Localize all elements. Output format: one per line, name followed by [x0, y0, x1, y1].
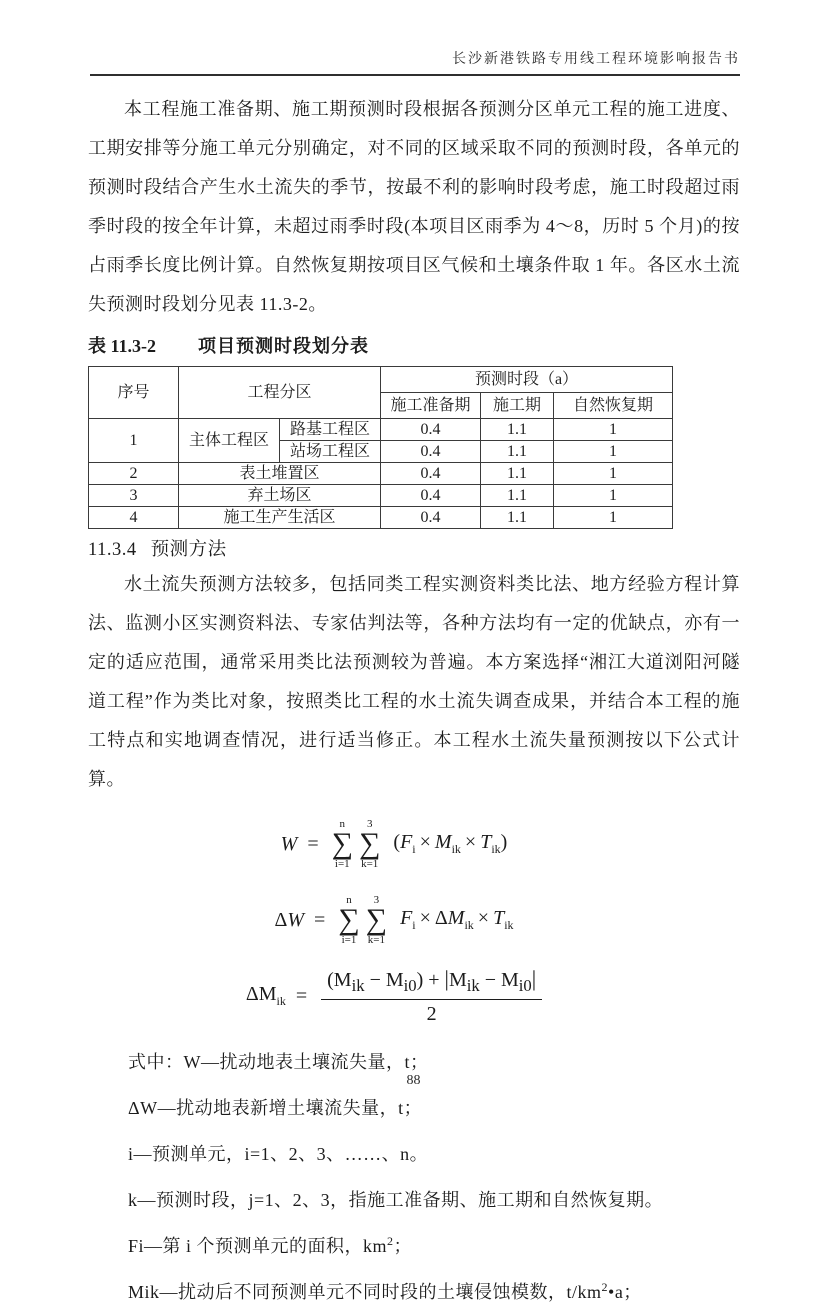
formula-delta-m: [88, 965, 700, 1027]
cell-value: 0.4: [381, 485, 481, 507]
cell-value: 1: [554, 419, 673, 441]
abs-bar: |: [531, 966, 537, 992]
cell-value: 1: [554, 463, 673, 485]
table-row: [89, 463, 673, 485]
sigma-icon: ∑: [365, 903, 388, 936]
formula-expression: $(F_i \times M_{ik} \times T_{ik})$: [393, 831, 508, 856]
page-content: [0, 76, 827, 1313]
sum-over-i: n ∑ i=1: [331, 818, 353, 870]
definition-mik: Mik—扰动后不同预测单元不同时段的土壤侵蚀模数，$t/km^2•a$；: [128, 1280, 642, 1302]
cell-value: 1: [554, 441, 673, 463]
abs-bar: |: [444, 966, 449, 992]
equals-sign: =: [314, 908, 326, 931]
fraction-numerator: $(M_{ik} - M_{i0}) + |M_{ik} - M_{i0}|$: [321, 965, 542, 1000]
paragraph-prediction-method: 水土流失预测方法较多，包括同类工程实测资料类比法、地方经验方程计算法、监测小区实测资料法、专家估判法等，各种方法均有一定的优缺点，亦有一定的适应范围，通常采用类比法预测较为普遍。本方案选择“湘江大道浏阳河隧道工程”作为类比对象，按照类比工程的水土流失调查成果，并结合本工程的施工特点和实地调查情况，进行适当修正。本工程水土流失量预测按以下公式计算。: [88, 574, 740, 789]
formula-lhs: ΔW: [274, 908, 304, 931]
cell-value: 1.1: [481, 463, 554, 485]
table-caption-label: 表 11.3-2: [88, 336, 157, 356]
table-row: [89, 419, 673, 441]
header-title: 长沙新港铁路专用线工程环境影响报告书: [452, 52, 740, 67]
definition-w: 式中：W—扰动地表土壤流失量，t；: [128, 1052, 429, 1072]
table-row: [89, 507, 673, 529]
cell-value: 1.1: [481, 441, 554, 463]
cell-value: 0.4: [381, 441, 481, 463]
equals-sign: =: [307, 832, 319, 855]
cell-zone: 表土堆置区: [179, 463, 381, 485]
table-caption-title: 项目预测时段划分表: [198, 336, 370, 356]
section-heading: [88, 535, 740, 565]
col-header-no: 序号: [89, 367, 179, 419]
sigma-icon: ∑: [359, 827, 381, 860]
definition-delta-w: ΔW—扰动地表新增土壤流失量，t；: [128, 1098, 423, 1118]
cell-no: 2: [89, 463, 179, 485]
table-header-row-1: [89, 367, 673, 393]
cell-no: 4: [89, 507, 179, 529]
cell-value: 0.4: [381, 463, 481, 485]
section-number: 11.3.4: [88, 540, 137, 560]
col-header-prep: 施工准备期: [381, 393, 481, 419]
equals-sign: =: [295, 984, 308, 1007]
page-header: [0, 0, 827, 76]
fraction-denominator: 2: [426, 1002, 437, 1025]
cell-value: 1: [554, 485, 673, 507]
definition-fi: Fi—第 i 个预测单元的面积，$km^2$；: [128, 1234, 413, 1256]
formula-lhs: W: [280, 832, 298, 855]
cell-value: 1.1: [481, 507, 554, 529]
formula-total-soil-loss: [88, 813, 700, 875]
cell-zone: 弃土场区: [179, 485, 381, 507]
cell-value: 0.4: [381, 419, 481, 441]
formula-expression: $F_i \times \Delta M_{ik} \times T_{ik}$: [400, 907, 514, 932]
cell-value: 0.4: [381, 507, 481, 529]
cell-subzone: 路基工程区: [280, 419, 381, 441]
formula-new-soil-loss: [88, 889, 700, 951]
page-number: 88: [406, 1073, 421, 1088]
cell-value: 1.1: [481, 419, 554, 441]
formula-lhs: $\Delta M_{ik}$: [245, 983, 286, 1008]
section-title: 预测方法: [150, 540, 227, 560]
col-header-period: 预测时段（a）: [381, 367, 673, 393]
col-header-recovery: 自然恢复期: [554, 393, 673, 419]
fraction: [321, 965, 542, 1027]
definition-i: i—预测单元，i=1、2、3、……、n。: [128, 1144, 429, 1164]
sum-over-k: 3 ∑ k=1: [359, 818, 381, 870]
col-header-construction: 施工期: [481, 393, 554, 419]
cell-zone: 施工生产生活区: [179, 507, 381, 529]
cell-zone-main: 主体工程区: [179, 419, 280, 463]
cell-value: 1: [554, 507, 673, 529]
col-header-zone: 工程分区: [179, 367, 381, 419]
sum-over-i: n ∑ i=1: [338, 894, 360, 946]
sigma-icon: ∑: [338, 903, 360, 936]
sum-over-k: 3 ∑ k=1: [365, 894, 388, 946]
definition-k: k—预测时段，j=1、2、3，指施工准备期、施工期和自然恢复期。: [128, 1190, 664, 1210]
sigma-icon: ∑: [331, 827, 353, 860]
table-caption: [88, 332, 740, 360]
cell-no: 1: [89, 419, 179, 463]
paragraph-prediction-periods: 本工程施工准备期、施工期预测时段根据各预测分区单元工程的施工进度、工期安排等分施工单元分别确定，对不同的区域采取不同的预测时段，各单元的预测时段结合产生水土流失的季节，按最不利的影响时段考虑，施工时段超过雨季时段的按全年计算，未超过雨季时段(本项目区雨季为 4～8，历时 5 个月)的按占雨季长度比例计算。自然恢复期按项目区气候和土壤条件取 1 年。各区水土流失预测时段划分见表 11.3-2。: [88, 99, 740, 314]
prediction-period-table: [88, 366, 673, 529]
cell-value: 1.1: [481, 485, 554, 507]
table-row: [89, 485, 673, 507]
cell-no: 3: [89, 485, 179, 507]
cell-subzone: 站场工程区: [280, 441, 381, 463]
